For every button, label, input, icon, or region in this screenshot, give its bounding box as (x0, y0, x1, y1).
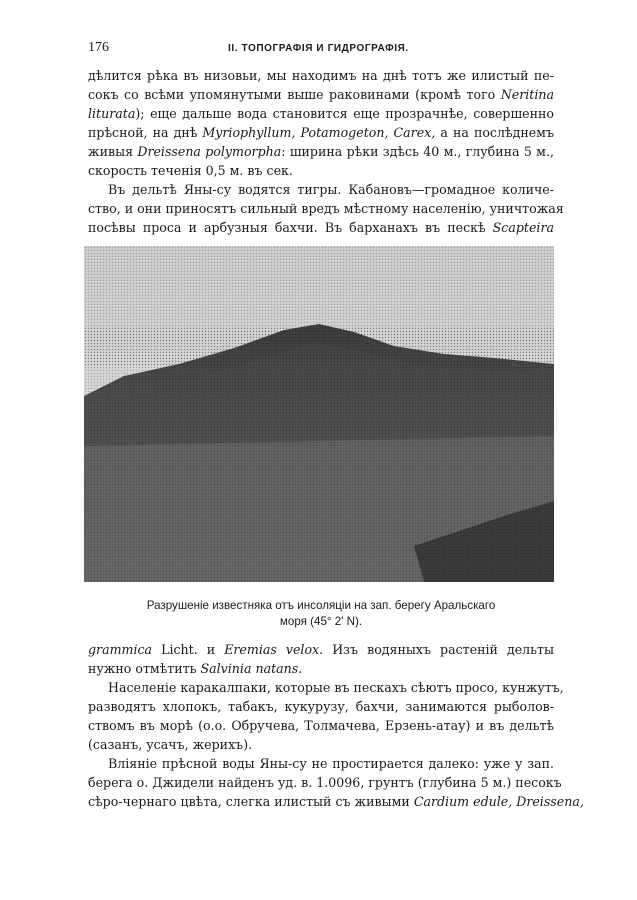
page-number: 176 (88, 40, 109, 55)
latin-name: Myriophyllum, Potamogeton, Carex, (202, 125, 436, 140)
text-run: сѣро-чернаго цвѣта, слегка илистый съ живыми (88, 794, 414, 809)
text-run: ство, и они приносятъ сильный вредъ мѣстному населенію, уничтожая (88, 201, 564, 216)
text-line (88, 123, 554, 142)
text-run: (сазанъ, усачъ, жерихъ). (88, 737, 253, 752)
text-line (88, 142, 554, 161)
text-line (88, 754, 554, 773)
lower-text-block (88, 640, 584, 811)
text-run: скорость теченія 0,5 м. въ сек. (88, 163, 293, 178)
text-line (88, 659, 554, 678)
text-run: : ширина рѣки здѣсь 40 м., глубина 5 м., (281, 144, 554, 159)
latin-name: Salvinia natans (200, 661, 299, 676)
text-line (88, 85, 554, 104)
text-line (88, 218, 554, 237)
latin-name: liturata (88, 106, 136, 121)
text-line (88, 199, 564, 218)
text-run: прѣсной, на днѣ (88, 125, 203, 140)
text-line (88, 161, 554, 180)
text-line (88, 792, 584, 811)
text-line (88, 716, 554, 735)
caption-line-1: Разрушеніе известняка отъ инсоляціи на зап. берегу Аральскаго (146, 599, 496, 612)
text-run: Населеніе каракалпаки, которые въ пескахъ сѣютъ просо, кунжутъ, (108, 680, 564, 695)
caption-line-2: моря (45° 2′ N). (279, 615, 363, 628)
text-line (88, 697, 554, 716)
text-run: а на послѣднемъ (435, 125, 554, 140)
text-line (88, 678, 564, 697)
text-run: разводятъ хлопокъ, табакъ, кукурузу, бахчи, занимаются рыболов- (88, 699, 554, 714)
text-line (88, 640, 554, 659)
text-run: Вліяніе прѣсной воды Яны-су не простирается далеко: уже у зап. (108, 756, 554, 771)
text-run: Licht. и (152, 642, 225, 657)
photo-drawing (84, 246, 554, 582)
text-run: ); еще дальше вода становится еще прозрачнѣе, совершенно (135, 106, 554, 121)
text-run: живыя (88, 144, 138, 159)
text-run: нужно отмѣтить (88, 661, 201, 676)
latin-name: Scapteira (492, 220, 554, 235)
text-line (88, 735, 554, 754)
text-line (88, 180, 554, 199)
rubble-texture (84, 326, 554, 582)
upper-text-block (88, 66, 564, 237)
text-run: дѣлится рѣка въ низовьи, мы находимъ на днѣ тотъ же илистый пе- (88, 68, 554, 83)
text-run: . (298, 661, 303, 676)
text-run: посѣвы проса и арбузныя бахчи. Въ барханахъ въ пескѣ (88, 220, 493, 235)
latin-name: Eremias velox (224, 642, 320, 657)
latin-name: grammica (88, 642, 153, 657)
text-run: берега о. Джидели найденъ уд. в. 1.0096, грунтъ (глубина 5 м.) песокъ (88, 775, 562, 790)
limestone-photograph (84, 246, 554, 582)
text-run: . Изъ водяныхъ растеній дельты (319, 642, 555, 657)
latin-name: Cardium edule, Dreissena, (413, 794, 584, 809)
latin-name: Dreissena polymorpha (137, 144, 282, 159)
latin-name: Neritina (500, 87, 554, 102)
text-run: ствомъ въ морѣ (о.о. Обручева, Толмачева, Ерзень-атау) и въ дельтѣ (88, 718, 554, 733)
figure-caption (88, 598, 554, 630)
text-line (88, 104, 554, 123)
page-header (88, 40, 548, 58)
text-line (88, 66, 554, 85)
text-run: Въ дельтѣ Яны-су водятся тигры. Кабановъ—громадное количе- (108, 182, 554, 197)
text-line (88, 773, 562, 792)
text-run: сокъ со всѣми упомянутыми выше раковинами (кромѣ того (88, 87, 501, 102)
running-title: II. ТОПОГРАФІЯ И ГИДРОГРАФІЯ. (228, 43, 409, 54)
